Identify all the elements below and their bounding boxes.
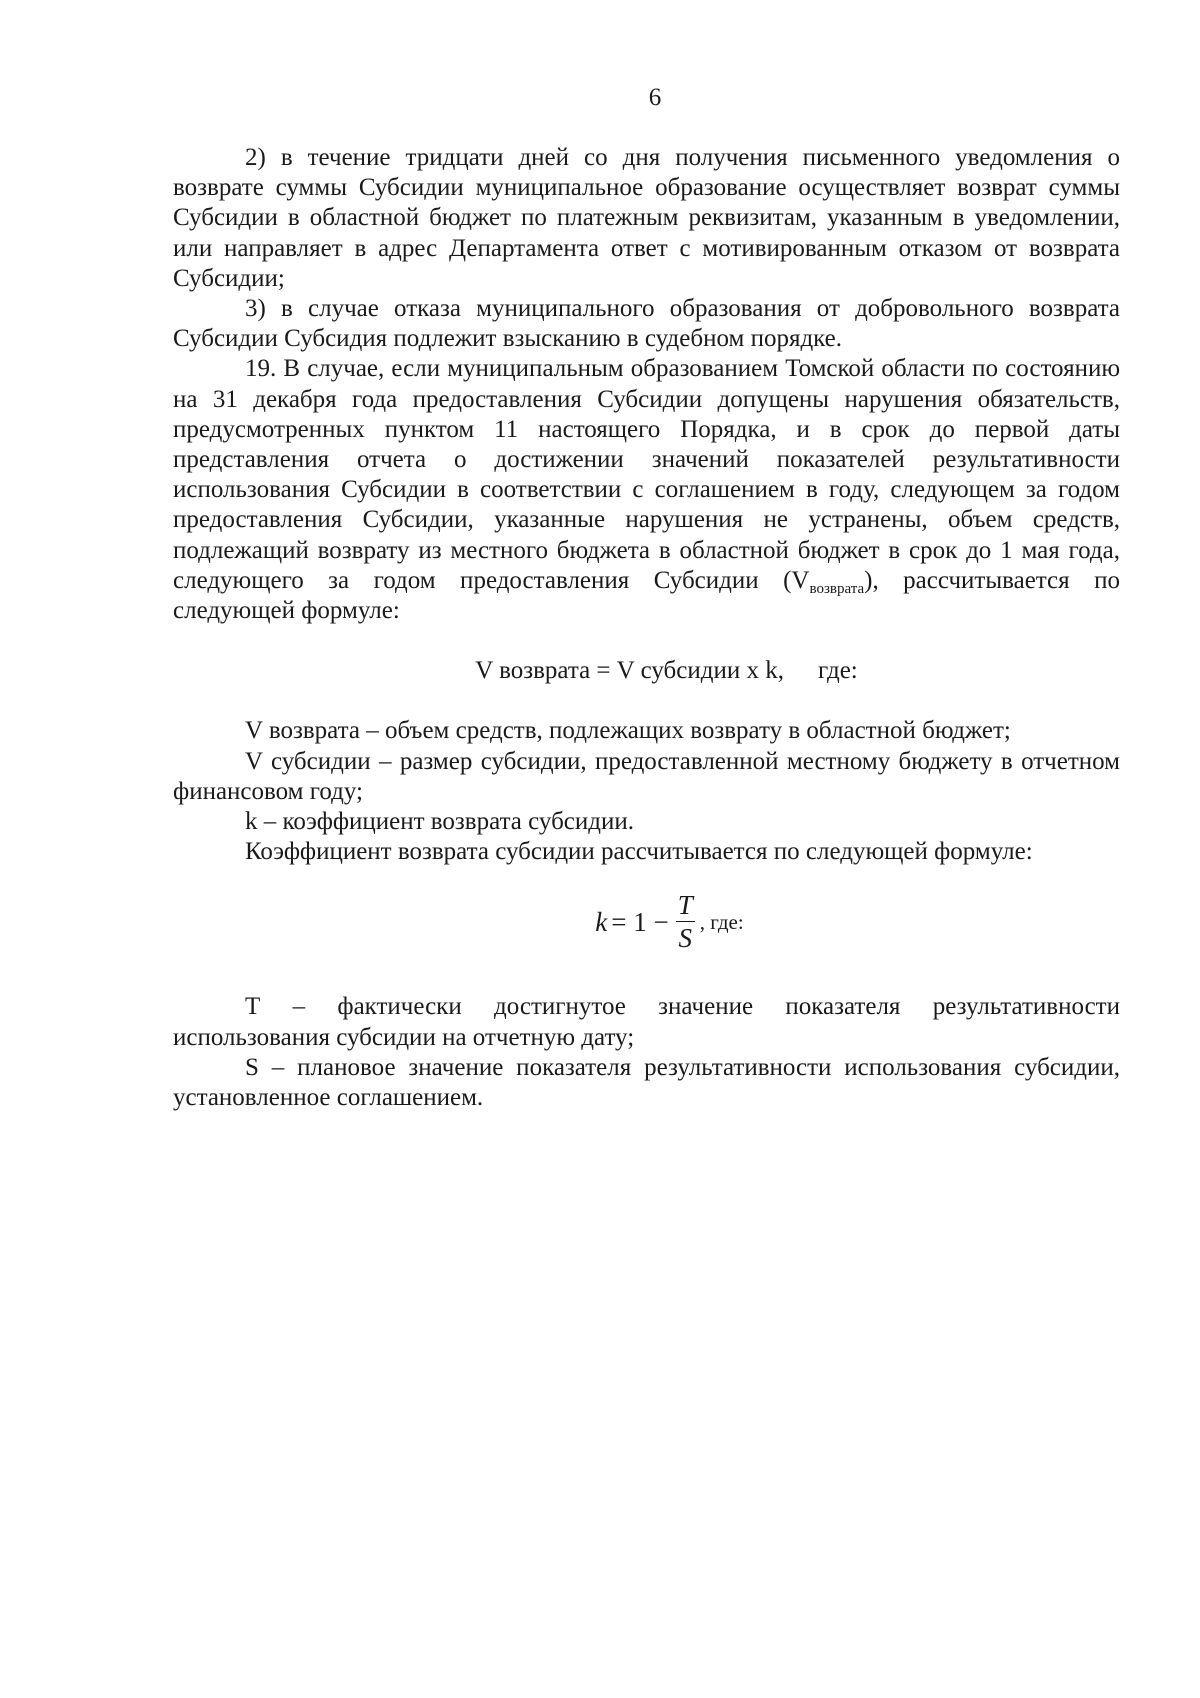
formula-v-return-expression: V возврата = V субсидии x k, [475, 657, 784, 685]
definition-v-subsidy: V субсидии – размер субсидии, предоставленной местному бюджету в отчетном финансовом году; [173, 747, 1120, 805]
paragraph-19-tail: ), рассчитывается по следующей формуле: [173, 566, 1120, 625]
coefficient-intro: Коэффициент возврата субсидии рассчитывается по следующей формуле: [245, 838, 1033, 866]
definition-v-return: V возврата – объем средств, подлежащих возврату в областной бюджет; [245, 717, 1011, 745]
formula-k-equals: = 1 − [611, 906, 669, 937]
paragraph-19 [173, 354, 1120, 626]
formula-k [173, 889, 1120, 954]
definition-k: k – коэффициент возврата субсидии. [245, 808, 635, 836]
paragraph-item-2: 2) в течение тридцати дней со дня получения письменного уведомления о возврате суммы Субсидии муниципальное образование осуществляет возврат суммы Субсидии в областной бюджет по платежным реквизитам, указанным в уведомлении, или направляет в адрес Департамента ответ с мотивированным отказом от возврата Субсидии; [173, 144, 1120, 292]
formula-v-return [173, 656, 1120, 686]
formula-k-fraction [676, 889, 695, 954]
subscript-vozvrata: возврата [809, 580, 865, 597]
formula-k-suffix: , где: [699, 909, 744, 934]
page-number: 6 [648, 84, 662, 111]
paragraph-item-3: 3) в случае отказа муниципального образования от добровольного возврата Субсидии Субсидия подлежит взысканию в судебном порядке. [173, 295, 1120, 353]
formula-k-denominator: S [678, 923, 693, 954]
legend-s: S – плановое значение показателя результативности использования субсидии, установленное соглашением. [173, 1053, 1120, 1112]
paragraph-19-text: 19. В случае, если муниципальным образованием Томской области по состоянию на 31 декабря года предоставления Субсидии допущены нарушения обязательств, предусмотренных пунктом 11 настоящего Порядка, и в срок до первой даты представления отчета о достижении значений показателей результативности использования Субсидии в соответствии с соглашением в году, следующем за годом предоставления Субсидии, указанные нарушения не устранены, объем средств, подлежащий возврату из местного бюджета в областной бюджет в срок до 1 мая года, следующего за годом предоставления Субсидии (V [173, 355, 1120, 594]
formula-k-numerator: T [677, 890, 693, 921]
formula-k-lhs: k [595, 906, 608, 937]
legend-t: Т – фактически достигнутое значение показателя результативности использования субсидии на отчетную дату; [173, 993, 1120, 1051]
document-body [173, 143, 1120, 1113]
formula-v-return-suffix: где: [817, 657, 858, 685]
